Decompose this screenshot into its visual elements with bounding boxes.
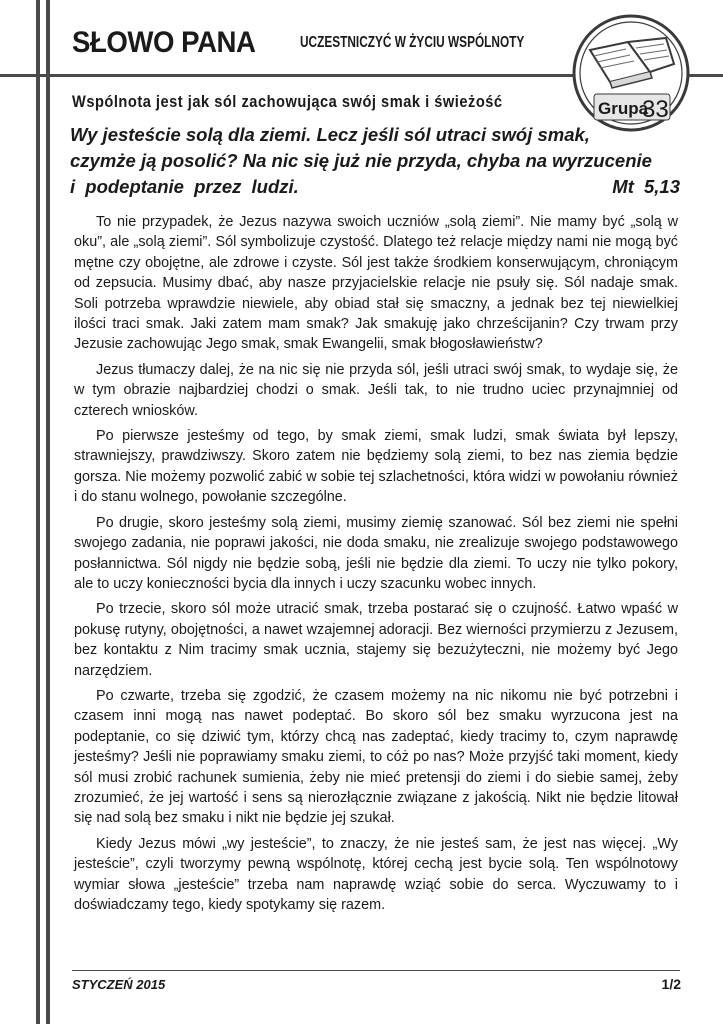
footer-rule [72,970,680,971]
left-border-bar-outer [36,0,40,1024]
paragraph-5: Po trzecie, skoro sól może utracić smak, trzeba postarać się o czujność. Łatwo wpaść w pokusę rutyny, obojętności, a nawet wzajemnej adoracji. Bez wierności przymierzu z Jezusem, bez kontaktu z Nim tracimy smak ucznia, stajemy się bezużyteczni, nie możemy być Jego narzędziem. [74,601,678,679]
bible-quote [70,122,680,200]
paragraph-7: Kiedy Jezus mówi „wy jesteście”, to znaczy, że nie jesteś sam, że jest nas więcej. „Wy jesteście”, czyli tworzymy pewną wspólnotę, której cechą jest bycie solą. Ten wspólnotowy wymiar słowa „jesteście” trzeba nam naprawdę wziąć sobie do serca. Wyczuwamy to i doświadczamy tego, kiedy spotykamy się razem. [74,835,678,913]
article-body [74,212,678,920]
paragraph-4: Po drugie, skoro jesteśmy solą ziemi, musimy ziemię szanować. Sól bez ziemi nie spełni swojego zadania, nie poprawi jakości, nie doda smaku, nie zrealizuje swojego podstawowego posłannictwa. Sól nigdy nie będzie sobą, jeśli nie będzie dla ziemi. To uczy nie tylko pokory, ale to uczy konieczności bycia dla innych i uczy szacunku wobec innych. [74,514,678,592]
quote-line-3 [70,174,680,200]
quote-line-1: Wy jesteście solą dla ziemi. Lecz jeśli sól utraci swój smak, [70,124,590,145]
paragraph-1: To nie przypadek, że Jezus nazywa swoich uczniów „solą ziemi”. Nie mamy być „solą w oku”, ale „solą ziemi”. Sól symbolizuje czystość. Dlatego też relacje między nami nie mogą być mętne czy obojętne, ale zdrowe i czyste. Sól jest także środkiem konserwującym, chroniącym od zepsucia. Musimy dbać, aby nasze przyjacielskie relacje nie psuły się. Sól nadaje smak. Soli potrzeba wprawdzie niewiele, aby obiad stał się smaczny, a jednak bez tej niewielkiej ilości traci smak. Jaki zatem mam smak? Jak smakuję jako chrześcijanin? Czy trwam przy Jezusie zachowując Jego smak, smak Ewangelii, smak błogosławieństw? [74,214,678,353]
subtitle: Wspólnota jest jak sól zachowująca swój smak i świeżość [72,92,503,111]
group-emblem-icon [570,12,692,134]
paragraph-3: Po pierwsze jesteśmy od tego, by smak ziemi, smak ludzi, smak świata był lepszy, strawniejszy, prawdziwszy. Skoro zatem nie będziemy solą ziemi, to bez nas ziemia będzie gorsza. Nie możemy pozwolić zabić w sobie tej szlachetności, która widzi w powołaniu również i do stanu wolnego, powołanie szczególne. [74,428,678,506]
brand-title: SŁOWO PANA [72,26,256,59]
header-rule [0,74,577,77]
left-border-bar-inner [46,0,50,1024]
quote-reference: Mt 5,13 [612,176,680,197]
group-badge-label: Grupa [598,99,649,118]
quote-line-2: czymże ją posolić? Na nic się już nie przyda, chyba na wyrzucenie [70,150,652,171]
page-number: 1/2 [661,976,681,992]
paragraph-6: Po czwarte, trzeba się zgodzić, że czasem możemy na nic nikomu nie być potrzebni i czasem inni mogą nas nawet podeptać. Bo skoro sól bez smaku wyrzucona jest na podeptanie, co się dziwić tym, którzy chcą nas zadeptać, kiedy tracimy to, czym naprawdę jesteśmy? Jeśli nie poprawiamy smaku ziemi, to cóż po nas? Może przyjść taki moment, kiedy sól musi zrobić rachunek sumienia, żeby nie mieć pretensji do ziemi i do siebie samej, żeby zrozumieć, że jej wartość i sens są nierozłącznie związane z jakością. Nikt nie będzie litował się nad solą bez smaku i nikt nie będzie jej szukał. [74,687,678,827]
paragraph-2: Jezus tłumaczy dalej, że na nic się nie przyda sól, jeśli utraci swój smak, to wydaje się, że w tym obrazie najbardziej chodzi o smak. Jeśli tak, to nie trudno uciec przynajmniej od czterech wniosków. [74,361,678,419]
footer-date: STYCZEŃ 2015 [72,977,166,992]
group-badge-number: 33 [642,96,669,123]
section-title: UCZESTNICZYĆ W ŻYCIU WSPÓLNOTY [300,34,525,51]
quote-line-3-text: i podeptanie przez ludzi. [70,176,299,197]
